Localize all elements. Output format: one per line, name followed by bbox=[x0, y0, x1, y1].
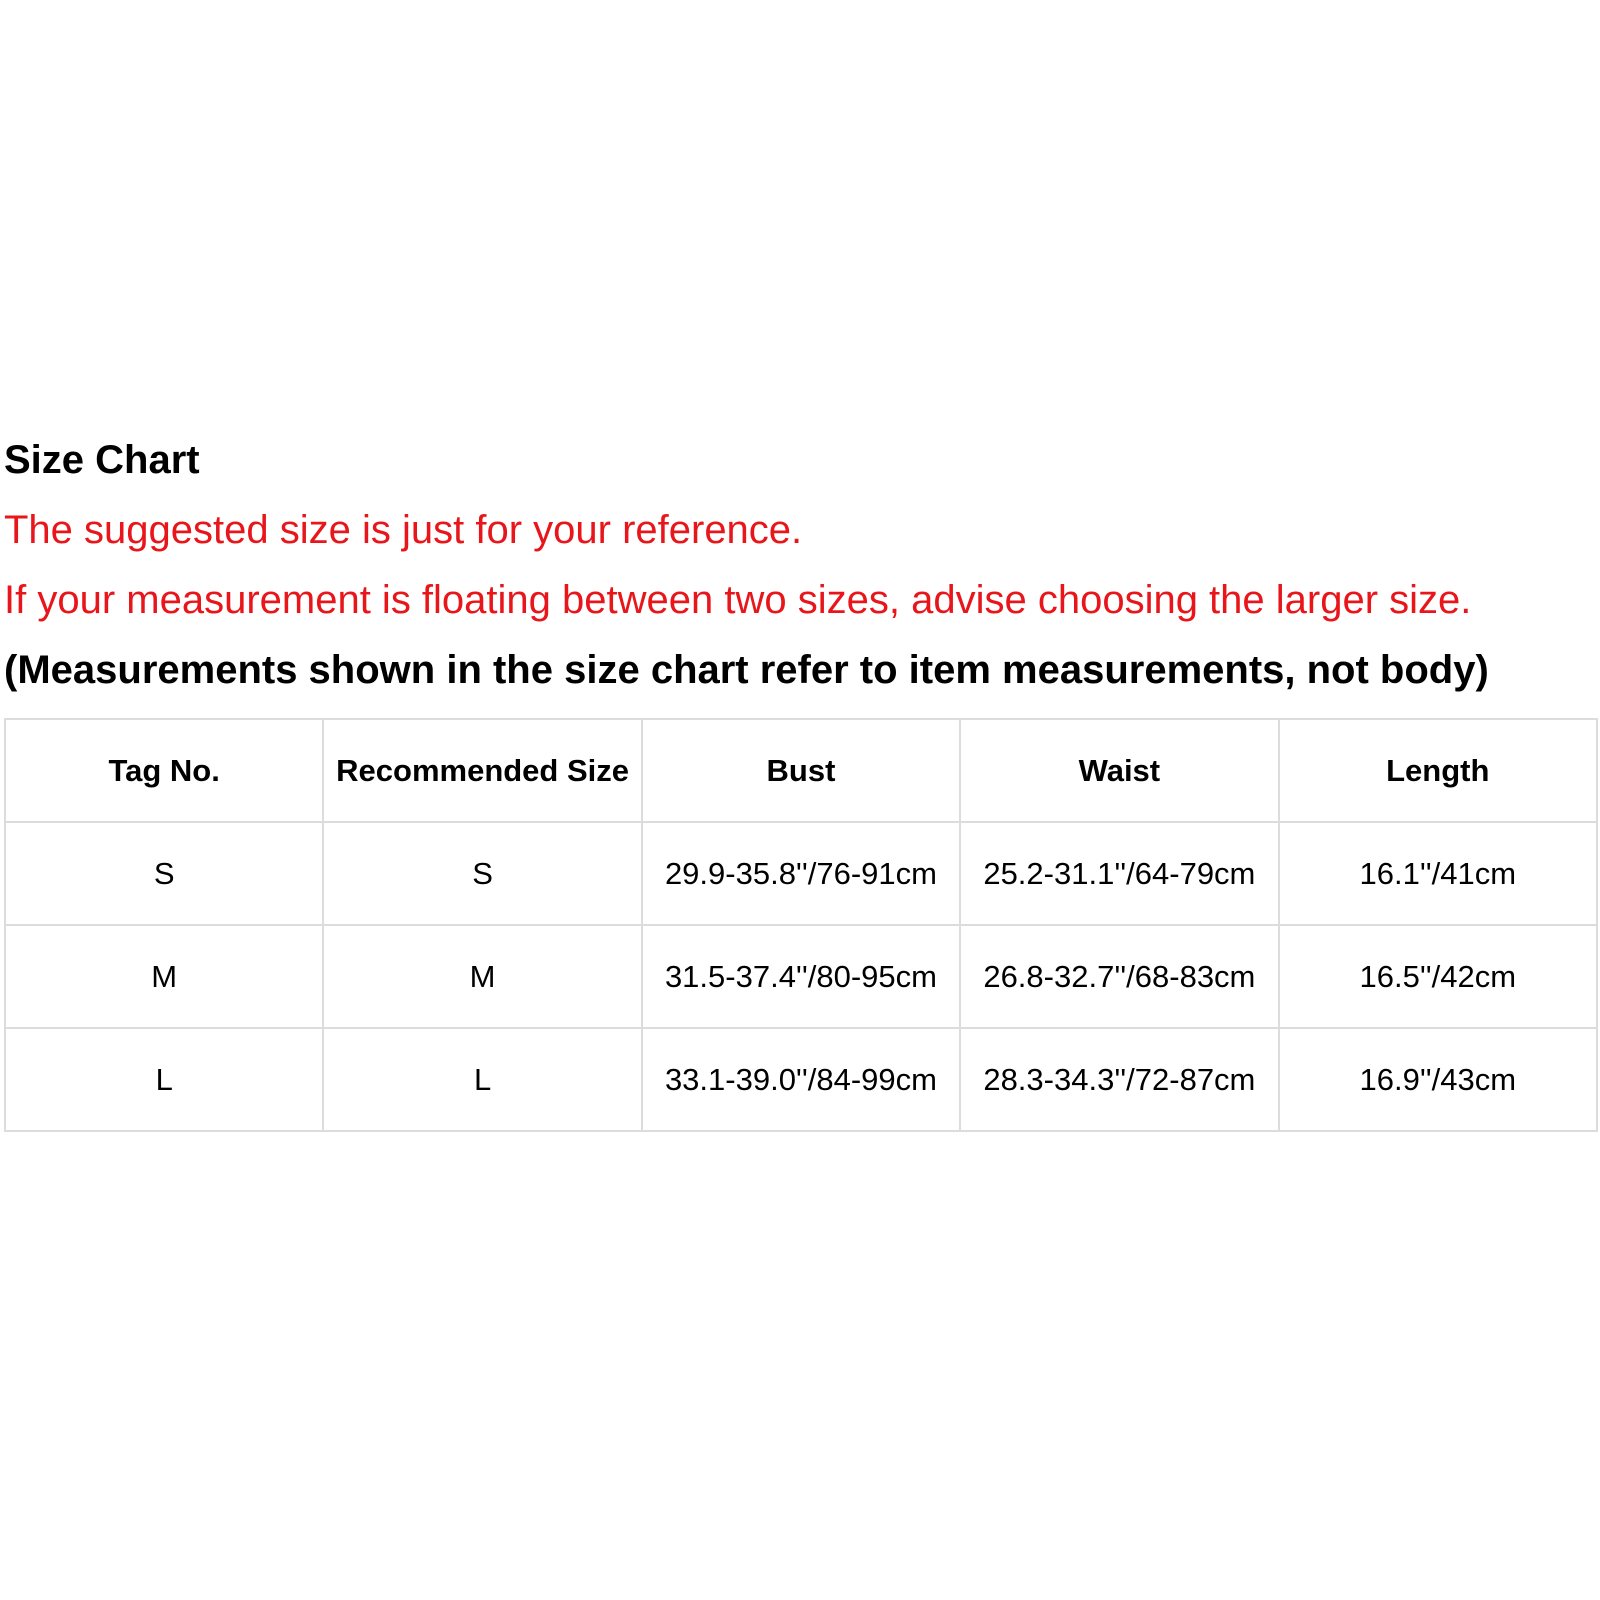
cell-length: 16.5''/42cm bbox=[1279, 925, 1597, 1028]
cell-recommended-size: L bbox=[323, 1028, 641, 1131]
table-row bbox=[5, 822, 1597, 925]
cell-recommended-size: M bbox=[323, 925, 641, 1028]
table-row bbox=[5, 925, 1597, 1028]
header-tag-no: Tag No. bbox=[5, 719, 323, 822]
cell-tag-no: S bbox=[5, 822, 323, 925]
cell-length: 16.1''/41cm bbox=[1279, 822, 1597, 925]
cell-tag-no: L bbox=[5, 1028, 323, 1131]
page-title: Size Chart bbox=[4, 438, 200, 482]
size-chart-section bbox=[4, 436, 1596, 1132]
cell-bust: 31.5-37.4''/80-95cm bbox=[642, 925, 960, 1028]
cell-waist: 28.3-34.3''/72-87cm bbox=[960, 1028, 1278, 1131]
reference-note: The suggested size is just for your reference. bbox=[4, 508, 803, 552]
measurement-note: (Measurements shown in the size chart refer to item measurements, not body) bbox=[4, 648, 1489, 692]
cell-waist: 26.8-32.7''/68-83cm bbox=[960, 925, 1278, 1028]
cell-tag-no: M bbox=[5, 925, 323, 1028]
table-row bbox=[5, 1028, 1597, 1131]
cell-waist: 25.2-31.1''/64-79cm bbox=[960, 822, 1278, 925]
cell-bust: 29.9-35.8''/76-91cm bbox=[642, 822, 960, 925]
cell-length: 16.9''/43cm bbox=[1279, 1028, 1597, 1131]
sizing-advice-note: If your measurement is floating between two sizes, advise choosing the larger size. bbox=[4, 578, 1472, 622]
header-recommended-size: Recommended Size bbox=[323, 719, 641, 822]
header-length: Length bbox=[1279, 719, 1597, 822]
header-waist: Waist bbox=[960, 719, 1278, 822]
header-bust: Bust bbox=[642, 719, 960, 822]
cell-bust: 33.1-39.0''/84-99cm bbox=[642, 1028, 960, 1131]
size-table bbox=[4, 718, 1598, 1132]
table-header-row bbox=[5, 719, 1597, 822]
cell-recommended-size: S bbox=[323, 822, 641, 925]
